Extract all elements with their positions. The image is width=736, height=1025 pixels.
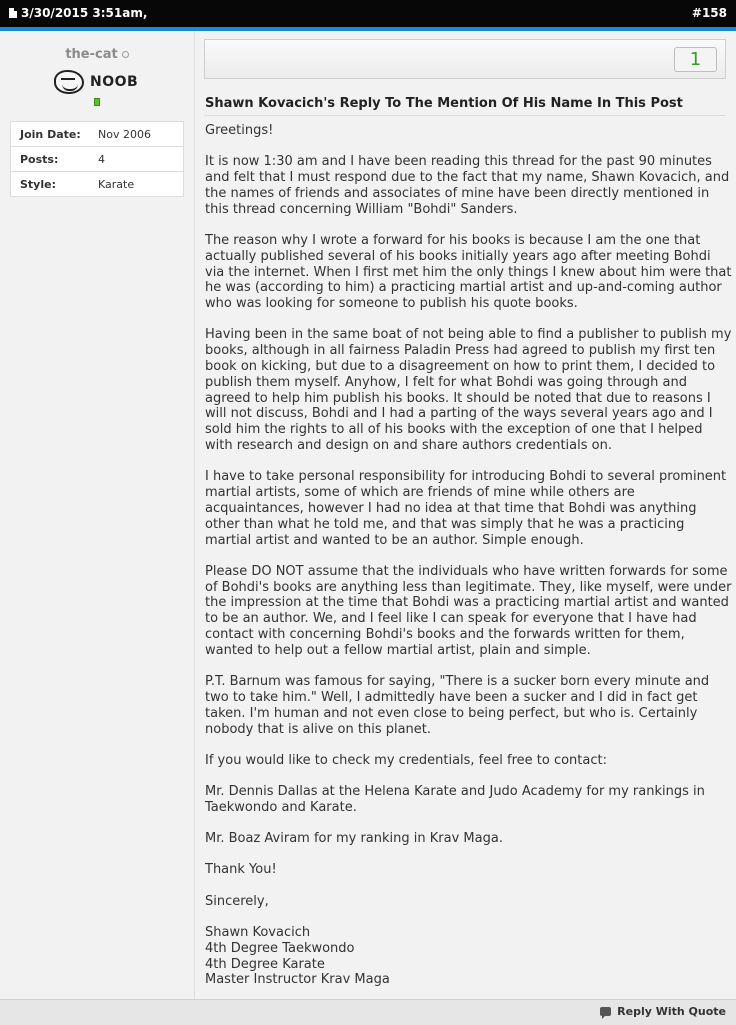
user-info-table: [10, 121, 184, 197]
info-row-join-date: [11, 122, 184, 147]
rating-button[interactable]: 1: [674, 47, 717, 72]
post-number-link[interactable]: #158: [691, 6, 727, 20]
post-header-bar: [0, 0, 736, 31]
user-rank: [54, 69, 144, 95]
speech-bubble-icon: [600, 1007, 611, 1016]
info-value: 4: [98, 147, 184, 172]
info-value: Nov 2006: [98, 122, 184, 147]
info-row-style: [11, 172, 184, 197]
paragraph: Having been in the same boat of not being able to find a publisher to publish my books, although in all fairness Paladin Press had agreed to publish my first ten book on kicking, but due to a disagreement on how to print them, I decided to publish them myself. Anyhow, I felt for what Bohdi was going through and agreed to help him publish his books. It should be noted that due to reasons I will not discuss, Bohdi and I had a parting of the ways several years ago and I sold him the rights to all of his books with the exception of one that I helped with research and design on and share authors credentials on.: [205, 327, 732, 454]
paragraph: If you would like to check my credentials, feel free to contact:: [205, 752, 607, 768]
username-row: [0, 47, 194, 62]
post-content: [195, 31, 736, 999]
reply-with-quote-label: Reply With Quote: [617, 1005, 726, 1018]
paragraph: The reason why I wrote a forward for his books is because I am the one that actually published several of his books initially years ago after meeting Bohdi via the internet. When I first met him the only things I knew about him were that he was (according to him) a practicing martial artist and up-and-coming author who was looking for someone to publish his quote books.: [205, 232, 732, 312]
rank-label: NOOB: [90, 74, 139, 90]
info-label: Posts:: [11, 147, 99, 172]
paragraph: It is now 1:30 am and I have been reading this thread for the past 90 minutes and felt that I must respond due to the fact that my name, Shawn Kovacich, and the names of friends and associates of mine have been directly mentioned in this thread concerning William "Bohdi" Sanders.: [205, 154, 730, 217]
info-label: Join Date:: [11, 122, 99, 147]
user-sidebar: [0, 31, 195, 999]
signature-line: 4th Degree Taekwondo: [205, 940, 355, 956]
document-icon: [9, 8, 17, 18]
signature-line: Shawn Kovacich: [205, 925, 311, 941]
reputation-icon: [94, 98, 100, 106]
info-label: Style:: [11, 172, 99, 197]
offline-status-icon: [122, 51, 129, 58]
signature-line: 4th Degree Karate: [205, 956, 325, 972]
paragraph: Thank You!: [205, 862, 277, 878]
post-title: Shawn Kovacich's Reply To The Mention Of His Name In This Post: [205, 96, 683, 111]
signature-line: Master Instructor Krav Maga: [205, 972, 390, 988]
paragraph: Greetings!: [205, 123, 274, 138]
paragraph: I have to take personal responsibility for introducing Bohdi to several prominent martial artists, some of which are friends of mine while others are acquaintances, however I had no idea at that time that Bohdi was anything other than what he told me, and that was simply that he was a practicing martial artist and wanted to be an author. Simple enough.: [205, 469, 727, 548]
paragraph: Sincerely,: [205, 893, 269, 909]
info-value: Karate: [98, 172, 184, 197]
reply-with-quote-button[interactable]: [600, 1005, 726, 1018]
post-body: [205, 123, 733, 988]
post-date: [9, 6, 147, 20]
info-row-posts: [11, 147, 184, 172]
paragraph: P.T. Barnum was famous for saying, "There is a sucker born every minute and two to take him." Well, I admittedly have been a sucker and I did in fact get taken. I'm human and not even close to being perfect, but who is. Certainly nobody that is alive on this planet.: [205, 674, 710, 737]
paragraph: Please DO NOT assume that the individuals who have written forwards for some of Bohdi's books are anything less than legitimate. They, like myself, were under the impression at the time that Bohdi was a practicing martial artist and wanted to be an author. We, and I feel like I can speak for everyone that I have had contact with concerning Bohdi's books and the forwards written for them, wanted to help out a fellow martial artist, plain and simple.: [205, 563, 732, 658]
post-date-text: 3/30/2015 3:51am,: [21, 6, 148, 20]
trollface-rank-icon: [54, 70, 84, 94]
divider: [204, 115, 726, 116]
post-footer: [0, 999, 736, 1025]
paragraph: Mr. Boaz Aviram for my ranking in Krav Maga.: [205, 831, 503, 847]
username-link[interactable]: the-cat: [65, 47, 118, 62]
paragraph: Mr. Dennis Dallas at the Helena Karate and Judo Academy for my rankings in Taekwondo and Karate.: [205, 784, 705, 815]
post-toolbar: [204, 39, 726, 79]
